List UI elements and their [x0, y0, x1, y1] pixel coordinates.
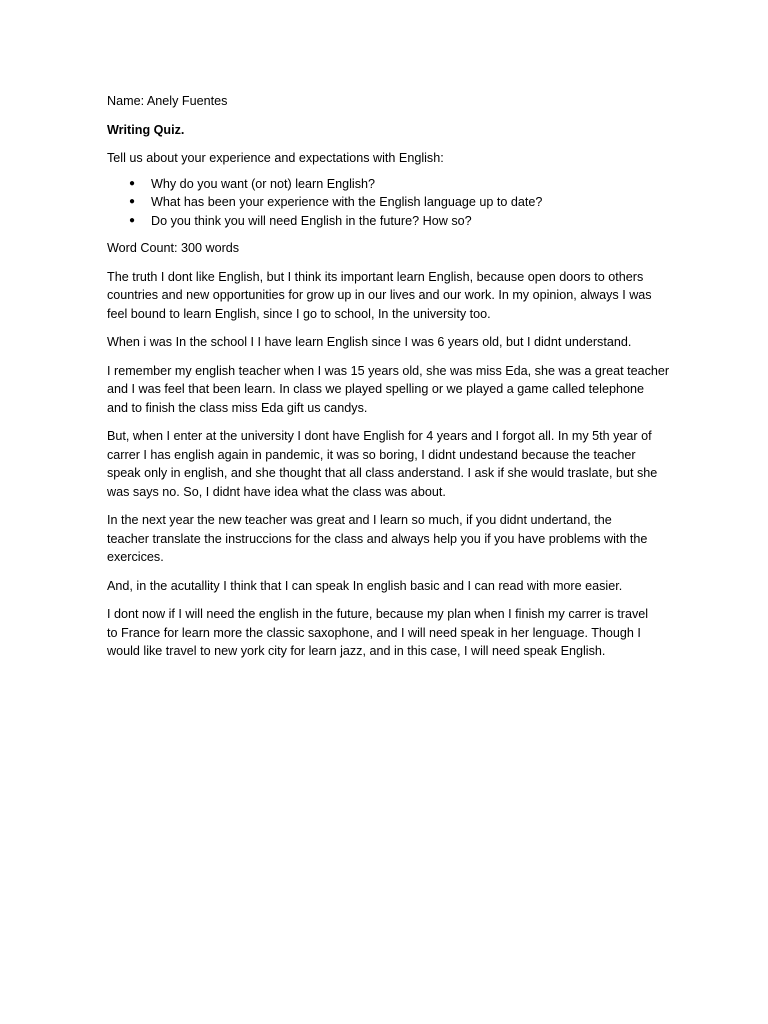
question-text: Why do you want (or not) learn English?: [151, 176, 376, 191]
essay-line: feel bound to learn English, since I go to school, In the university too.: [107, 306, 491, 321]
essay-paragraph: [107, 362, 670, 418]
essay-line: speak only in english, and she thought that all class anderstand. I ask if she would traslate, but she: [107, 466, 658, 480]
question-item: [107, 175, 667, 194]
essay-line: When i was In the school I I have learn English since I was 6 years old, but I didnt understand.: [107, 335, 632, 349]
essay-line: teacher translate the instruccions for the class and always help you if you have problems with the: [107, 531, 648, 546]
essay-line: would like travel to new york city for learn jazz, and in this case, I will need speak English.: [107, 644, 606, 658]
essay-line: and I was feel that been learn. In class we played spelling or we played a game called telephone: [107, 382, 644, 396]
essay-line: and to finish the class miss Eda gift us candys.: [107, 400, 368, 415]
essay-paragraph: [107, 605, 667, 661]
word-count: Word Count: 300 words: [107, 241, 240, 255]
question-text: What has been your experience with the English language up to date?: [151, 195, 543, 209]
essay-paragraph: [107, 427, 667, 501]
essay-paragraph: [107, 268, 667, 324]
question-text: Do you think you will need English in the future? How so?: [151, 213, 472, 228]
bullet-icon: ●: [129, 177, 136, 189]
quiz-title: Writing Quiz.: [107, 122, 185, 137]
essay-paragraph: [107, 511, 667, 567]
question-item: [107, 212, 667, 231]
bullet-icon: ●: [129, 196, 136, 207]
essay-line: I remember my english teacher when I was 15 years old, she was miss Eda, she was a great teacher: [107, 363, 670, 378]
document-page: [107, 92, 670, 671]
essay-body: [107, 268, 670, 661]
essay-paragraph: [107, 333, 667, 352]
essay-line: The truth I dont like English, but I think its important learn English, because open doors to others: [107, 269, 644, 284]
essay-line: was says no. So, I didnt have idea what the class was about.: [107, 484, 446, 499]
question-item: [107, 193, 667, 212]
question-list: [107, 175, 667, 231]
prompt-intro: Tell us about your experience and expectations with English:: [107, 151, 444, 165]
essay-line: I dont now if I will need the english in the future, because my plan when I finish my carrer is travel: [107, 607, 649, 621]
essay-line: to France for learn more the classic saxophone, and I will need speak in her lenguage. Though I: [107, 625, 641, 640]
essay-line: carrer I has english again in pandemic, it was so boring, I didnt undestand because the teacher: [107, 447, 636, 462]
essay-paragraph: [107, 577, 667, 596]
essay-line: exercices.: [107, 550, 164, 564]
essay-line: And, in the acutallity I think that I can speak In english basic and I can read with more easier.: [107, 578, 623, 593]
bullet-icon: ●: [129, 214, 136, 226]
essay-line: But, when I enter at the university I dont have English for 4 years and I forgot all. In my 5th year of: [107, 429, 652, 443]
essay-line: In the next year the new teacher was great and I learn so much, if you didnt undertand, the: [107, 513, 612, 527]
essay-line: countries and new opportunities for grow up in our lives and our work. In my opinion, always I was: [107, 288, 652, 302]
student-name: Name: Anely Fuentes: [107, 94, 228, 108]
